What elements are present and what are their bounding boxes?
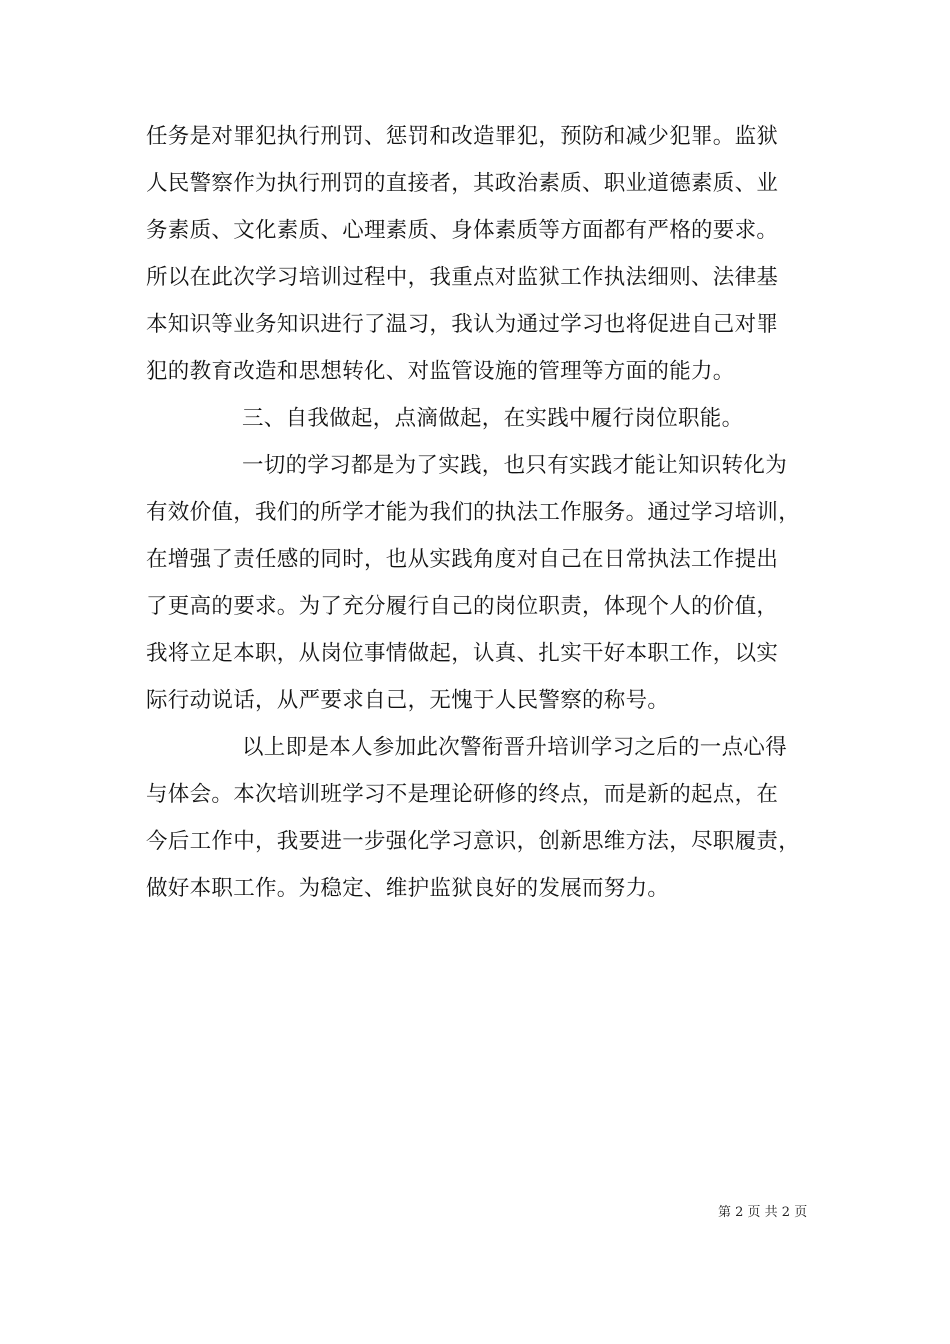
text-line: 任务是对罪犯执行刑罚、惩罚和改造罪犯，预防和减少犯罪。监狱 (146, 124, 779, 149)
text-line: 际行动说话，从严要求自己，无愧于人民警察的称号。 (146, 688, 670, 713)
text-line: 了更高的要求。为了充分履行自己的岗位职责，体现个人的价值， (146, 594, 779, 619)
text-line: 在增强了责任感的同时，也从实践角度对自己在日常执法工作提出 (146, 547, 779, 572)
text-line: 有效价值，我们的所学才能为我们的执法工作服务。通过学习培训， (146, 500, 801, 525)
text-line: 今后工作中，我要进一步强化学习意识，创新思维方法，尽职履责， (146, 829, 801, 854)
body-text (146, 113, 826, 912)
text-line: 犯的教育改造和思想转化、对监管设施的管理等方面的能力。 (146, 359, 735, 384)
text-line: 与体会。本次培训班学习不是理论研修的终点，而是新的起点，在 (146, 782, 779, 807)
section-heading: 三、自我做起，点滴做起，在实践中履行岗位职能。 (242, 406, 744, 431)
paragraph-start-line: 一切的学习都是为了实践，也只有实践才能让知识转化为 (242, 453, 788, 478)
text-line: 我将立足本职，从岗位事情做起，认真、扎实干好本职工作，以实 (146, 641, 779, 666)
text-line: 做好本职工作。为稳定、维护监狱良好的发展而努力。 (146, 876, 670, 901)
page-number-footer: 第 2 页 共 2 页 (718, 1205, 808, 1220)
text-line: 所以在此次学习培训过程中，我重点对监狱工作执法细则、法律基 (146, 265, 779, 290)
text-line: 本知识等业务知识进行了温习，我认为通过学习也将促进自己对罪 (146, 312, 779, 337)
text-line: 务素质、文化素质、心理素质、身体素质等方面都有严格的要求。 (146, 218, 779, 243)
text-line: 人民警察作为执行刑罚的直接者，其政治素质、职业道德素质、业 (146, 171, 779, 196)
paragraph-start-line: 以上即是本人参加此次警衔晋升培训学习之后的一点心得 (242, 735, 788, 760)
